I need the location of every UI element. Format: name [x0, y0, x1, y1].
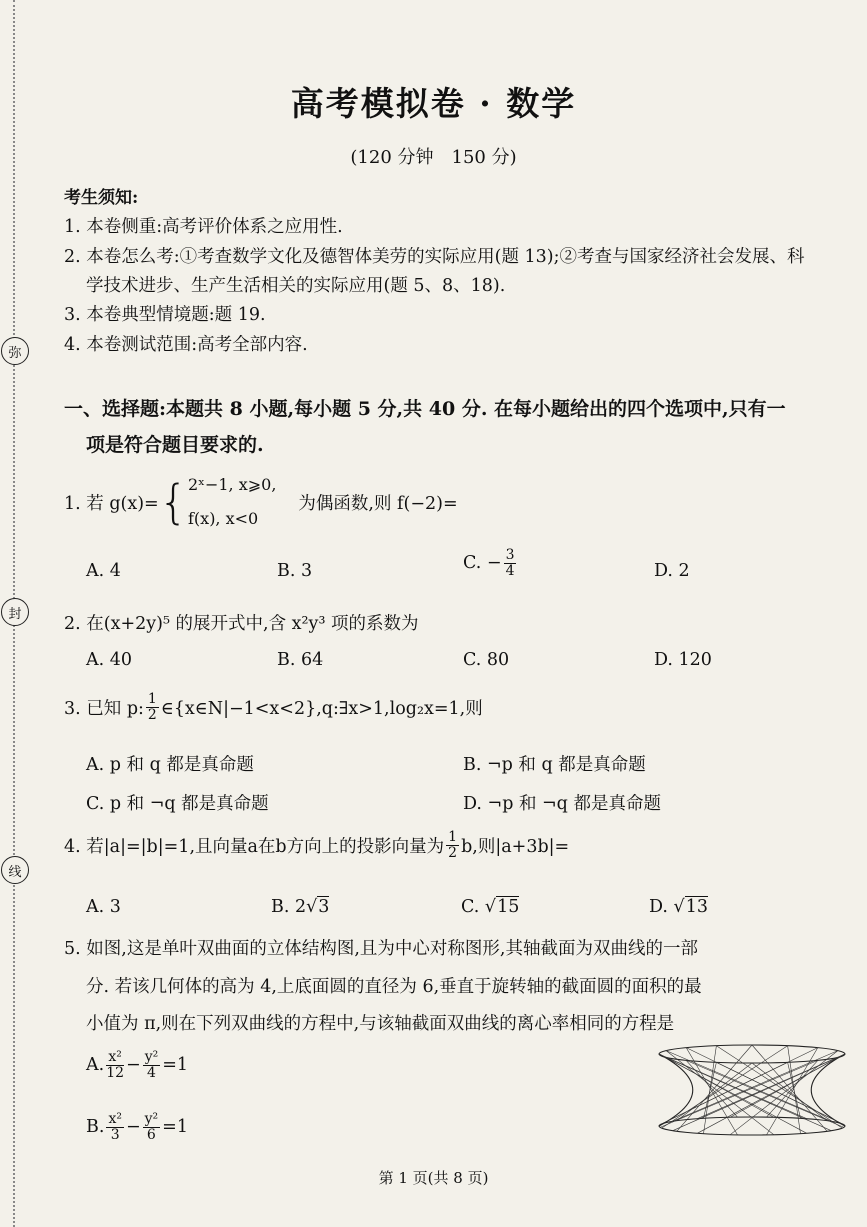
q3-option-a: A. p 和 q 都是真命题 [86, 755, 254, 775]
question-1-stem [64, 468, 458, 536]
q5-a-den-2: 4 [147, 1064, 156, 1081]
margin-mark-mi: 弥 [1, 337, 29, 365]
sqrt-symbol: √ [306, 897, 318, 917]
q5-option-a-rest: =1 [162, 1055, 189, 1076]
q5-b-num-2: y² [144, 1111, 159, 1127]
q2-option-d: D. 120 [654, 650, 712, 670]
q4-option-c [461, 897, 519, 917]
q5-option-a-label: A. [86, 1055, 105, 1076]
ruling-line [716, 1046, 842, 1128]
q5-a-num-2: y² [144, 1049, 159, 1065]
q4-option-d [649, 897, 708, 917]
q4-option-b-prefix: B. 2 [271, 897, 307, 917]
q5-a-fraction-2 [143, 1050, 161, 1080]
q5-b-den-2: 6 [146, 1126, 156, 1143]
q1-prefix: 1. 若 g(x)= [64, 493, 159, 514]
notice-item-2: 2. 本卷怎么考:①考查数学文化及德智体美劳的实际应用(题 13);②考查与国家经济社会发展、科 [64, 247, 805, 267]
q3-denominator: 2 [147, 706, 157, 723]
q5-b-num-1: x² [108, 1111, 122, 1127]
ruling-line [662, 1046, 788, 1128]
q3-fraction [146, 692, 159, 722]
q1-option-a: A. 4 [86, 561, 121, 581]
sqrt-symbol: √ [484, 897, 497, 917]
q2-option-c: C. 80 [463, 650, 510, 670]
q5-option-a [86, 1050, 188, 1080]
question-5-line-2: 分. 若该几何体的高为 4,上底面圆的直径为 6,垂直于旋转轴的截面圆的面积的最 [86, 977, 702, 997]
exam-title: 高考模拟卷 · 数学 [290, 84, 577, 123]
exam-subtitle: (120 分钟 150 分) [350, 147, 517, 168]
q4-suffix: b,则|a+3b|= [461, 836, 570, 857]
q4-prefix: 4. 若|a|=|b|=1,且向量a在b方向上的投影向量为 [64, 836, 445, 857]
q3-suffix: ∈{x∈N|−1<x<2},q:∃x>1,log₂x=1,则 [160, 698, 483, 719]
q4-fraction [446, 830, 459, 860]
ruling-line [767, 1048, 818, 1135]
notice-item-2-cont: 学技术进步、生产生活相关的实际应用(题 5、8、18). [86, 276, 506, 296]
question-4-stem [64, 830, 569, 860]
q1-brace: { [158, 475, 188, 529]
q1-option-c [463, 548, 518, 578]
q4-option-b-radicand: 3 [318, 897, 330, 917]
ruling-line [659, 1054, 807, 1133]
q1-case-2: f(x), x<0 [188, 509, 259, 528]
question-2-stem: 2. 在(x+2y)⁵ 的展开式中,含 x²y³ 项的系数为 [64, 614, 419, 634]
q5-option-b-rest: =1 [162, 1117, 188, 1138]
q5-a-fraction-1 [106, 1050, 124, 1080]
notice-item-4: 4. 本卷测试范围:高考全部内容. [64, 335, 308, 355]
q4-option-c-prefix: C. [461, 897, 485, 917]
q2-option-a: A. 40 [86, 650, 133, 670]
q1-c-numerator: 3 [505, 547, 515, 563]
q5-b-fraction-1 [106, 1112, 124, 1142]
question-3-stem [64, 692, 483, 722]
q4-option-c-radicand: 15 [497, 897, 520, 917]
notice-heading: 考生须知: [64, 188, 139, 208]
q3-numerator: 1 [147, 691, 157, 707]
q4-option-a: A. 3 [86, 897, 121, 917]
q3-option-d: D. ¬p 和 ¬q 都是真命题 [463, 794, 661, 814]
hyperboloid-figure [652, 1042, 852, 1138]
q1-option-c-prefix: C. − [463, 553, 502, 574]
q5-b-fraction-2 [143, 1112, 161, 1142]
q2-option-b: B. 64 [277, 650, 324, 670]
q3-option-c: C. p 和 ¬q 都是真命题 [86, 794, 269, 814]
minus-sign: − [125, 1117, 141, 1138]
q4-numerator: 1 [448, 829, 458, 845]
q4-option-b [271, 897, 329, 917]
sqrt-symbol: √ [673, 897, 685, 917]
q3-option-b: B. ¬p 和 q 都是真命题 [463, 755, 646, 775]
q4-option-d-prefix: D. [649, 897, 674, 917]
notice-item-3: 3. 本卷典型情境题:题 19. [64, 305, 266, 325]
q1-option-d: D. 2 [654, 561, 690, 581]
q1-suffix: 为偶函数,则 f(−2)= [298, 493, 458, 514]
q3-prefix: 3. 已知 p: [64, 698, 144, 719]
q1-option-b: B. 3 [277, 561, 313, 581]
q1-cases [188, 468, 276, 536]
margin-mark-feng: 封 [1, 598, 29, 626]
q1-case-1: 2ˣ−1, x⩾0, [188, 475, 277, 494]
notice-item-1: 1. 本卷侧重:高考评价体系之应用性. [64, 217, 343, 237]
page-footer: 第 1 页(共 8 页) [378, 1169, 489, 1187]
q4-option-d-radicand: 13 [685, 897, 708, 917]
question-5-line-1: 5. 如图,这是单叶双曲面的立体结构图,且为中心对称图形,其轴截面为双曲线的一部 [64, 939, 698, 959]
q5-a-den-1: 12 [106, 1064, 125, 1081]
section-heading-cont: 项是符合题目要求的. [86, 434, 264, 456]
margin-mark-xian: 线 [1, 856, 29, 884]
q5-option-b-label: B. [86, 1117, 105, 1138]
q4-denominator: 2 [448, 844, 458, 861]
q5-option-b [86, 1112, 188, 1142]
q5-b-den-1: 3 [110, 1126, 120, 1143]
q5-a-num-1: x² [108, 1049, 122, 1065]
ruling-lines [659, 1045, 845, 1135]
q1-c-denominator: 4 [505, 562, 515, 579]
q1-option-c-fraction [504, 548, 517, 578]
question-5-line-3: 小值为 π,则在下列双曲线的方程中,与该轴截面双曲线的离心率相同的方程是 [86, 1014, 675, 1034]
minus-sign: − [126, 1055, 141, 1076]
section-heading: 一、选择题:本题共 8 小题,每小题 5 分,共 40 分. 在每小题给出的四个选项中,只有一 [64, 398, 786, 420]
